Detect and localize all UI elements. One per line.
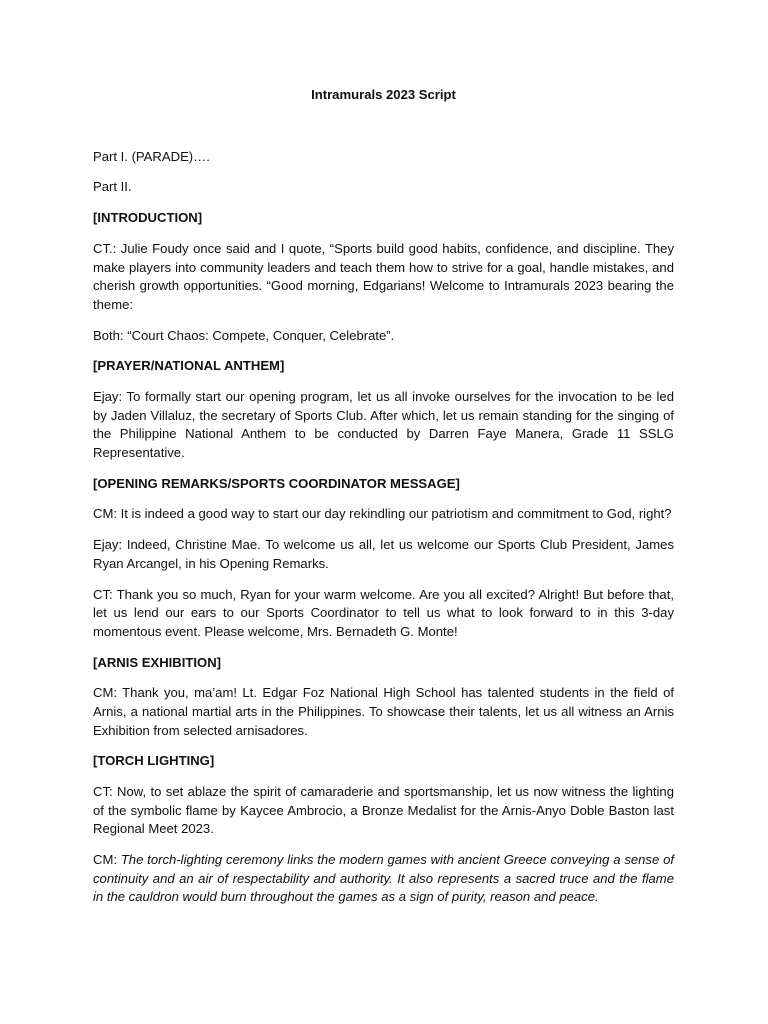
paragraph-part-one: Part I. (PARADE)…. (93, 148, 210, 164)
paragraph-theme: Both: “Court Chaos: Compete, Conquer, Celebrate”. (93, 327, 395, 343)
section-heading-arnis: [ARNIS EXHIBITION] (93, 654, 222, 670)
paragraph-part-two: Part II. (93, 179, 132, 195)
document-body (93, 86, 674, 919)
paragraph-invocation: Ejay: To formally start our opening program, let us all invoke ourselves for the invocation to be led by Jaden Villaluz, the secretary of Sports Club. After which, let us remain standing for the singing of the Philippine National Anthem to be conducted by Darren Faye Manera, Grade 11 SSLG Representative. (93, 389, 674, 460)
section-heading-torch: [TORCH LIGHTING] (93, 753, 215, 769)
paragraph-arnis: CM: Thank you, ma’am! Lt. Edgar Foz National High School has talented students in the field of Arnis, a national martial arts in the Philippines. To showcase their talents, let us all witness an Arnis Exhibition from selected arnisadores. (93, 685, 674, 738)
paragraph-sports-coordinator: CT: Thank you so much, Ryan for your warm welcome. Are you all excited? Alright! But before that, let us lend our ears to our Sports Coordinator to tell us what to look forward to in this 3-day momentous event. Please welcome, Mrs. Bernadeth G. Monte! (93, 586, 674, 639)
document-title: Intramurals 2023 Script (311, 87, 456, 102)
paragraph-welcome-president: Ejay: Indeed, Christine Mae. To welcome us all, let us welcome our Sports Club President, James Ryan Arcangel, in his Opening Remarks. (93, 537, 674, 571)
paragraph-introduction: CT.: Julie Foudy once said and I quote, “Sports build good habits, confidence, and discipline. They make players into community leaders and teach them how to strive for a goal, handle mistakes, and cherish growth opportunities. “Good morning, Edgarians! Welcome to Intramurals 2023 bearing the theme: (93, 240, 674, 312)
paragraph-patriotism: CM: It is indeed a good way to start our day rekindling our patriotism and commitment to God, right? (93, 506, 672, 522)
paragraph-torch-lighting: CT: Now, to set ablaze the spirit of camaraderie and sportsmanship, let us now witness the lighting of the symbolic flame by Kaycee Ambrocio, a Bronze Medalist for the Arnis-Anyo Doble Baston last Regional Meet 2023. (93, 784, 674, 837)
section-heading-opening-remarks: [OPENING REMARKS/SPORTS COORDINATOR MESSAGE] (93, 475, 460, 491)
italic-quote: The torch-lighting ceremony links the modern games with ancient Greece conveying a sense of continuity and an air of respectability and authority. It also represents a sacred truce and the flame in the cauldron would burn throughout the games as a sign of purity, reason and peace. (93, 852, 674, 905)
section-heading-introduction: [INTRODUCTION] (93, 210, 203, 226)
section-heading-prayer-anthem: [PRAYER/NATIONAL ANTHEM] (93, 358, 285, 374)
speaker-label: CM: (93, 852, 121, 868)
paragraph-torch-meaning (93, 851, 674, 907)
